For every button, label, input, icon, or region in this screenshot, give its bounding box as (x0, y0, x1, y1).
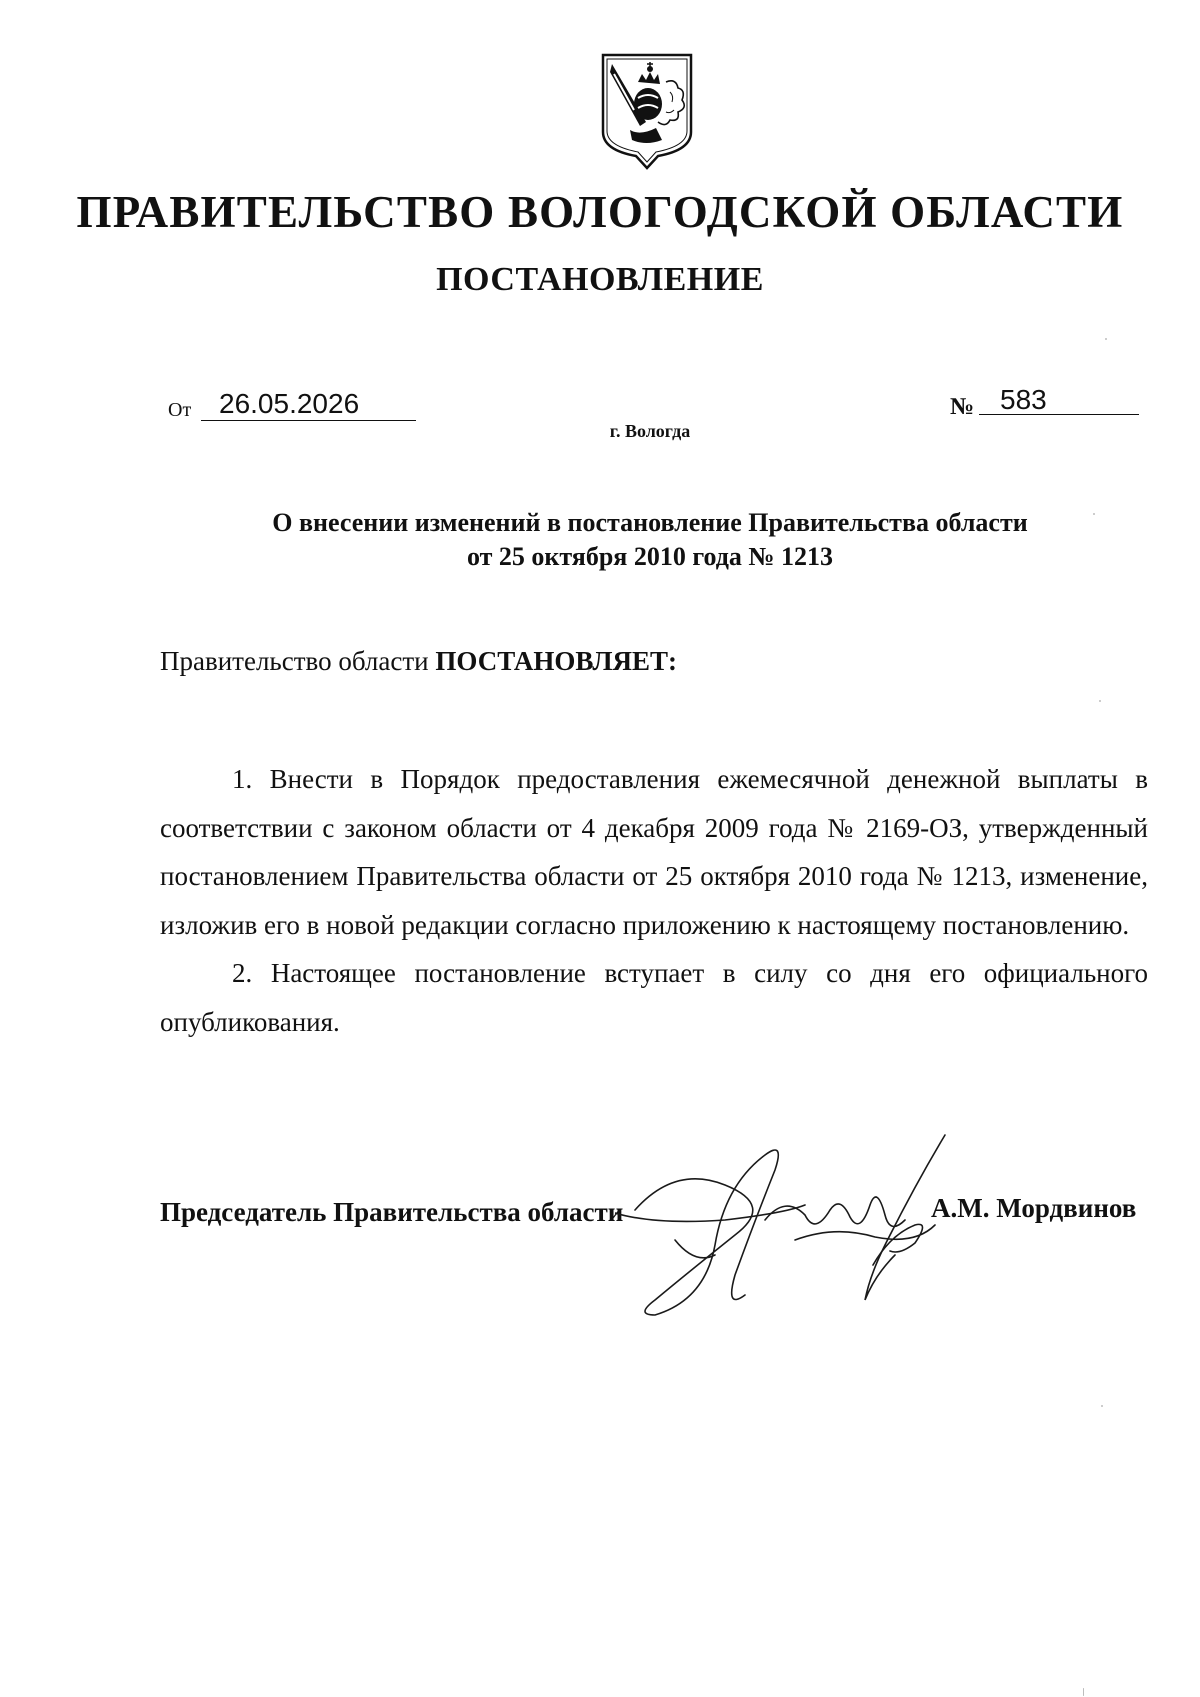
number-sign-label: № (950, 394, 975, 420)
resolution-body (160, 755, 1148, 1046)
coat-of-arms-emblem (600, 52, 694, 170)
scan-speck (1093, 513, 1095, 515)
handwritten-signature (615, 1125, 960, 1335)
resolution-item-2: 2. Настоящее постановление вступает в силу со дня его официального опубликования. (160, 958, 1148, 1037)
document-number: 583 (1000, 384, 1047, 415)
signer-title: Председатель Правительства области (160, 1197, 624, 1227)
scan-speck (1083, 1688, 1084, 1696)
document-type-heading: ПОСТАНОВЛЕНИЕ (436, 261, 764, 298)
document-date: 26.05.2026 (219, 388, 360, 419)
preamble (160, 646, 677, 677)
scan-speck (1101, 1405, 1103, 1407)
date-prefix-label: От (168, 399, 192, 421)
document-subject (200, 506, 1100, 574)
subject-line-2: от 25 октября 2010 года № 1213 (466, 542, 834, 571)
subject-line-1: О внесении изменений в постановление Правительства области (272, 508, 1028, 537)
scan-speck (1105, 338, 1107, 340)
signer-name: А.М. Мордвинов (931, 1193, 1137, 1223)
preamble-text: Правительство области (160, 646, 436, 676)
scan-speck (1099, 700, 1101, 702)
resolution-item-1: 1. Внести в Порядок предоставления ежемесячной денежной выплаты в соответствии с законом области от 4 декабря 2009 года № 2169-ОЗ, утвержденный постановлением Правительства области от 25 октября 2010 года № 1213, изменение, изложив его в новой редакции согласно приложению к настоящему постановлению. (160, 764, 1148, 940)
organization-title: ПРАВИТЕЛЬСТВО ВОЛОГОДСКОЙ ОБЛАСТИ (76, 187, 1124, 237)
city-label: г. Вологда (609, 421, 691, 441)
preamble-emphasis: ПОСТАНОВЛЯЕТ: (435, 646, 677, 676)
